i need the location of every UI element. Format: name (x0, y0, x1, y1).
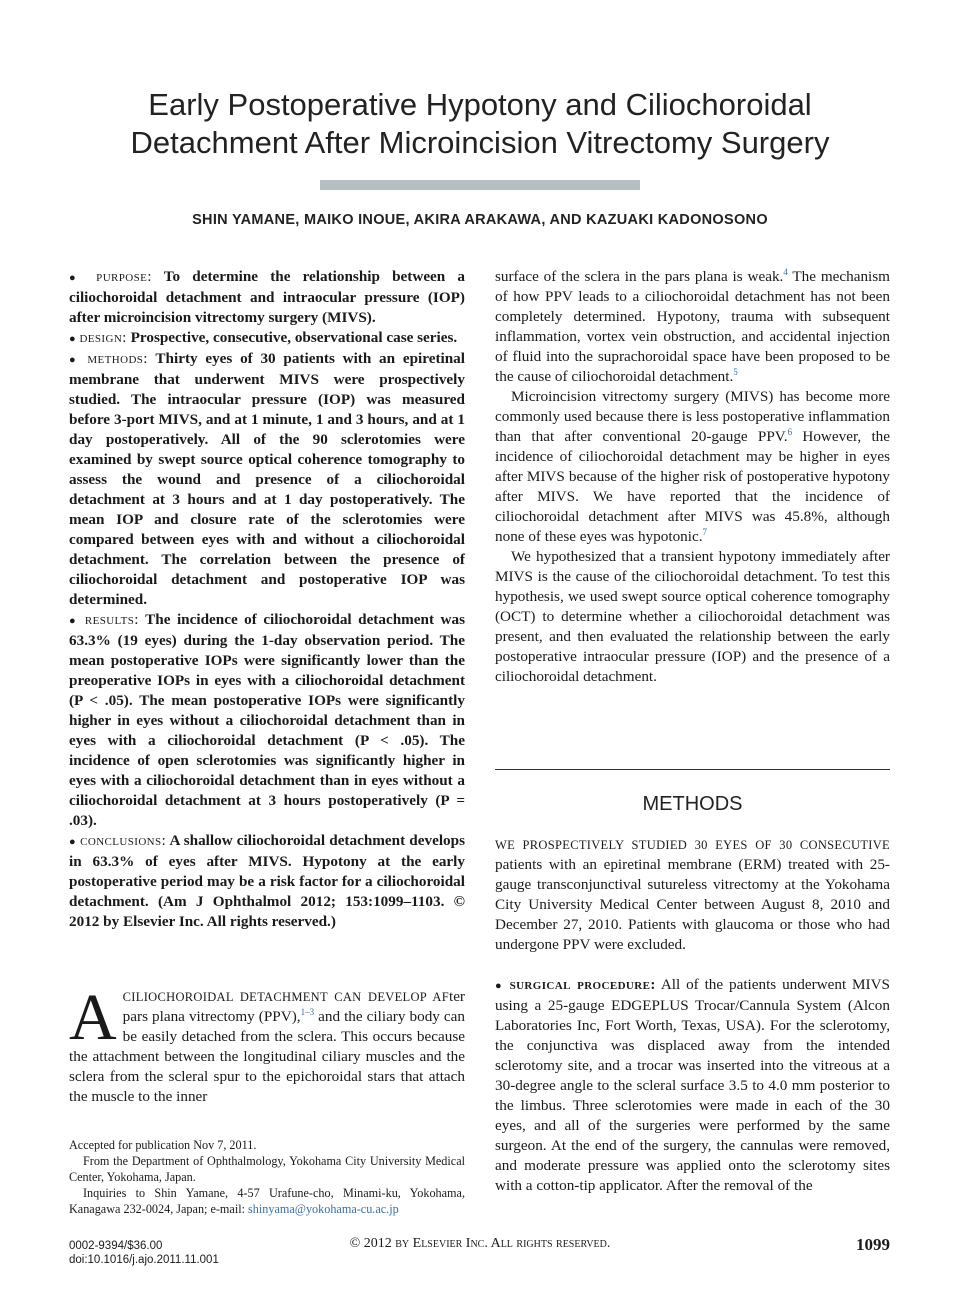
methods-text: Thirty eyes of 30 patients with an epiretinal membrane that underwent MIVS were prospectively studied. The intraocular pressure (IOP) was measured before 3-port MIVS, and at 1 minute, 1 and 3 hours, and at 1 day postoperatively. All of the 90 sclerotomies were examined by swept source optical coherence tomography to assess the wound and presence of a ciliochoroidal detachment at 3 hours and at 1 day postoperatively. The mean IOP and closure rate of the sclerotomies were compared between eyes with and without a ciliochoroidal detachment. The correlation between the presence of ciliochoroidal detachment and postoperative IOP was determined. (69, 350, 465, 608)
bullet-icon: ● (495, 980, 504, 992)
email-link[interactable]: shinyama@yokohama-cu.ac.jp (248, 1202, 399, 1216)
purpose-text: To determine the relationship between a ciliochoroidal detachment and intraocular pressure (IOP) after microincision vitrectomy surgery (MIVS). (69, 268, 465, 326)
conclusions-label: conclusions: (80, 832, 167, 849)
introduction-continued (495, 267, 890, 687)
results-label: results: (84, 611, 139, 628)
footnote-accepted: Accepted for publication Nov 7, 2011. (69, 1138, 257, 1152)
paragraph (495, 387, 890, 547)
results-text: The incidence of ciliochoroidal detachment was 63.3% (19 eyes) during the 1-day observation period. The mean postoperative IOPs were significantly lower than the preoperative IOPs in eyes with a ciliochoroidal detachment (P < .05). The mean postoperative IOPs were significantly higher in eyes without a ciliochoroidal detachment than in eyes with a ciliochoroidal detachment (P < .05). The incidence of open sclerotomies was significantly higher in eyes with a ciliochoroidal detachment than in eyes without a ciliochoroidal detachment at 3 hours postoperatively (P = .03). (69, 611, 466, 829)
section-heading-methods: METHODS (642, 793, 743, 815)
conclusions-text: A shallow ciliochoroidal detachment develops in 63.3% of eyes after MIVS. Hypotony at the early postoperative period may be a risk factor for a ciliochoroidal detachment. (Am J Ophthalmol 2012; 153:1099–1103. © 2012 by Elsevier Inc. All rights reserved.) (69, 832, 465, 930)
section-divider (495, 769, 890, 770)
methods-text: patients with an epiretinal membrane (ERM) treated with 25-gauge transconjunctival sutureless vitrectomy at the Yokohama City University Medical Center between August 8, 2010 and December 27, 2010. Patients with glaucoma or those who had undergone PPV were excluded. (495, 856, 890, 953)
abstract-methods (69, 349, 465, 610)
introduction (69, 981, 465, 1107)
reference-link[interactable]: 1–3 (300, 1006, 315, 1017)
bullet-icon: ● (69, 272, 85, 284)
reference-link[interactable]: 6 (787, 426, 793, 437)
methods-paragraph (495, 835, 890, 955)
footnotes (69, 1137, 465, 1217)
intro-text-1: ter pars plana vitrectomy (PPV), (122, 988, 465, 1025)
design-label: design: (79, 329, 127, 346)
footer-identifiers (69, 1239, 219, 1267)
abstract-results (69, 610, 465, 831)
article-title (60, 86, 900, 162)
drop-cap: A (69, 981, 117, 1054)
reference-link[interactable]: 4 (783, 266, 788, 277)
abstract (69, 267, 465, 932)
title-divider (320, 180, 640, 190)
paragraph (495, 267, 890, 387)
reference-link[interactable]: 5 (733, 366, 738, 377)
methods-label: methods: (87, 350, 148, 367)
abstract-design (69, 328, 465, 349)
issn: 0002-9394/$36.00 (69, 1240, 163, 1252)
bullet-icon: ● (69, 354, 80, 366)
footnote-inquiries (69, 1185, 465, 1217)
purpose-label: purpose: (96, 268, 152, 285)
abstract-conclusions (69, 831, 465, 932)
methods-caps: WE PROSPECTIVELY STUDIED 30 EYES OF 30 CONSECUTIVE (495, 838, 890, 852)
intro-text-2: and the ciliary body can be easily detached from the sclera. This occurs because the attachment between the longitudinal ciliary muscles and the sclera from the scleral spur to the epichoroidal stars that attach the muscle to the inner (69, 1008, 465, 1105)
paragraph-text: The mechanism of how PPV leads to a ciliochoroidal detachment has not been completely determined. Hypotony, trauma with subsequent inflammation, vortex vein obstruction, and accidental injection of fluid into the suprachoroidal space have been proposed to be the cause of ciliochoroidal detachment. (495, 268, 890, 385)
title-line-2: Detachment After Microincision Vitrectomy Surgery (130, 125, 830, 160)
page-number: 1099 (856, 1235, 890, 1254)
surgical-text: All of the patients underwent MIVS using a 25-gauge EDGEPLUS Trocar/Cannula System (Alcon Laboratories Inc, Fort Worth, Texas, USA). For the sclerotomy, the conjunctiva was displaced away from the intended sclerotomy site, and a trocar was inserted into the vitreous at a 30-degree angle to the scleral surface 3.5 to 4.0 mm posterior to the limbus. Three sclerotomies were made in each of the 30 eyes, and all of the surgeries were performed by the same surgeon. At the end of the surgery, the cannulas were removed, and moderate pressure was applied onto the sclerotomy sites with a cotton-tip applicator. After the removal of the (495, 976, 890, 1194)
paragraph-text: Microincision vitrectomy surgery (MIVS) has become more commonly used because there is less postoperative inflammation than that after conventional 20-gauge PPV. (495, 388, 890, 445)
abstract-purpose (69, 267, 465, 328)
intro-caps: CILIOCHOROIDAL DETACHMENT CAN DEVELOP AF (122, 990, 449, 1004)
doi[interactable]: doi:10.1016/j.ajo.2011.11.001 (69, 1254, 219, 1266)
paragraph-text: surface of the sclera in the pars plana is weak. (495, 268, 784, 285)
bullet-icon: ● (69, 333, 76, 345)
bullet-icon: ● (69, 836, 76, 848)
surgical-label: surgical procedure: (509, 976, 656, 993)
inquiries-text: Inquiries to Shin Yamane, 4-57 Urafune-cho, Minami-ku, Yokohama, Kanagawa 232-0024, Japan; e-mail: (69, 1186, 465, 1216)
paragraph-text: However, the incidence of ciliochoroidal detachment may be higher in eyes after MIVS because of the higher risk of postoperative hypotony after MIVS. We have reported that the incidence of ciliochoroidal detachment after MIVS was 45.8%, although none of these eyes was hypotonic. (495, 428, 891, 545)
footnote-affiliation: From the Department of Ophthalmology, Yokohama City University Medical Center, Yokohama, Japan. (69, 1154, 465, 1184)
bullet-icon: ● (69, 615, 79, 627)
surgical-procedure (495, 975, 890, 1196)
paragraph: We hypothesized that a transient hypotony immediately after MIVS is the cause of the ciliochoroidal detachment. To test this hypothesis, we used swept source optical coherence tomography (OCT) to determine whether a ciliochoroidal detachment was present, and then evaluated the relationship between the early postoperative intraocular pressure (IOP) and the presence of a ciliochoroidal detachment. (495, 548, 890, 685)
reference-link[interactable]: 7 (702, 526, 708, 537)
design-text: Prospective, consecutive, observational case series. (126, 329, 458, 346)
author-list: SHIN YAMANE, MAIKO INOUE, AKIRA ARAKAWA, AND KAZUAKI KADONOSONO (192, 212, 768, 228)
copyright: © 2012 by Elsevier Inc. All rights reserved. (349, 1236, 611, 1251)
title-line-1: Early Postoperative Hypotony and Ciliochoroidal (148, 87, 812, 122)
